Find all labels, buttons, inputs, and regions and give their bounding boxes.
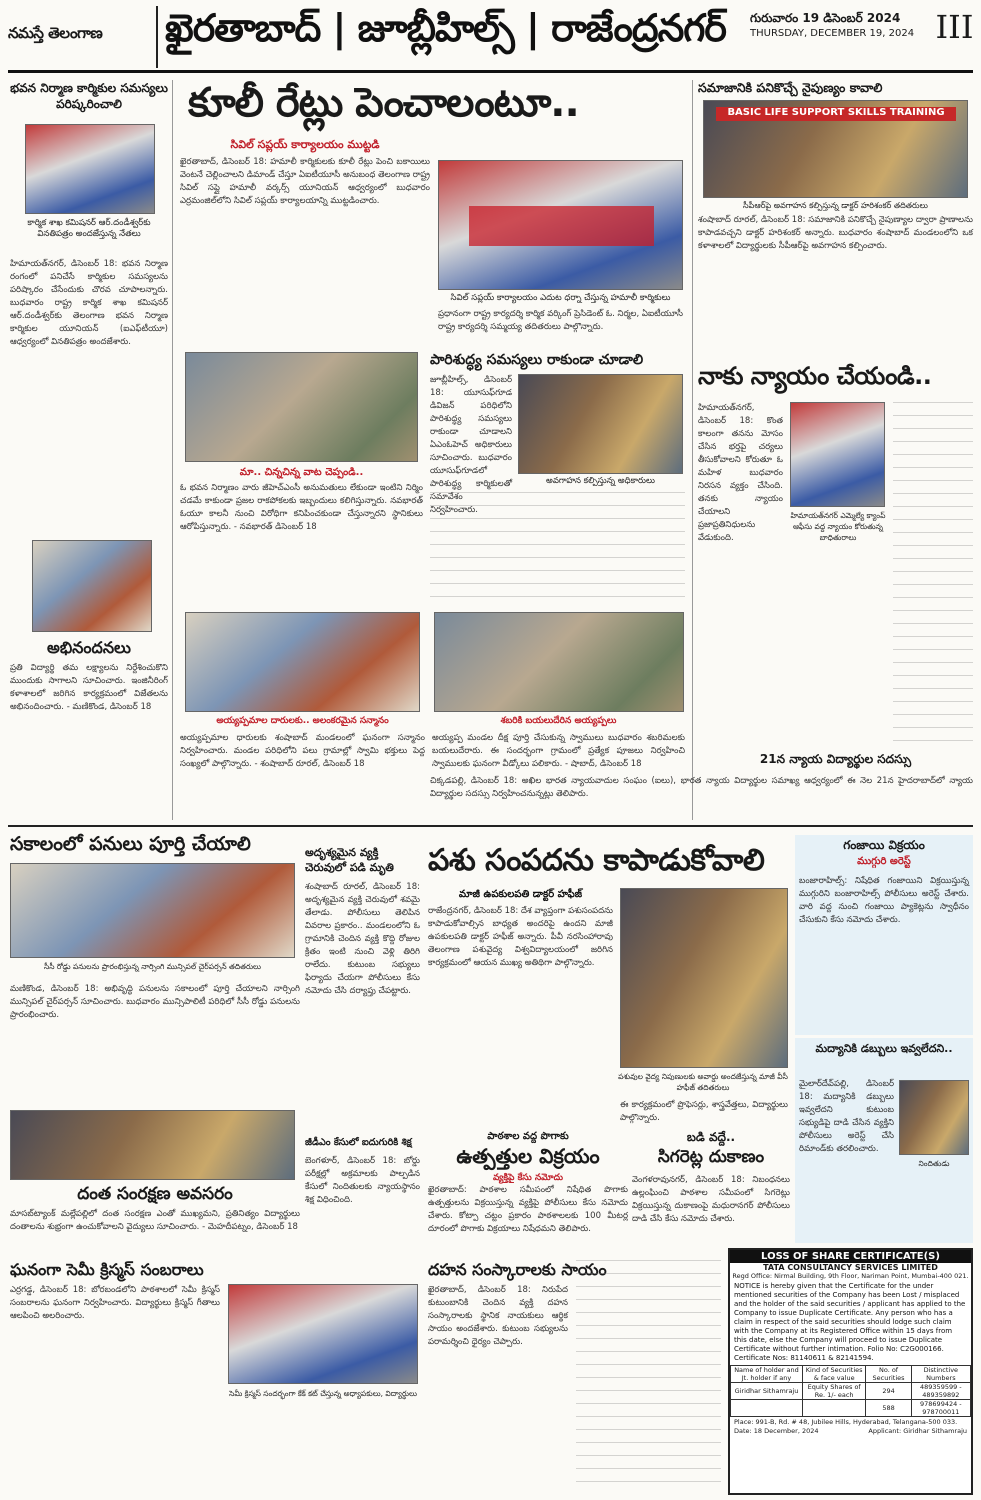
photo [10,1110,295,1180]
masthead-rule [8,70,973,73]
body-text: శంషాబాద్ రూరల్, డిసెంబర్ 18: సమాజానికి పనికొచ్చే నైపుణ్యాల ద్వారా ప్రాణాలను కాపాడవచ్చని డాక్టర్ హరిశంకర్ అన్నారు. బుధవారం శంషాబాద్ మండలంలోని ఒక కళాశాలలో విద్యార్థులకు సీపీఆర్‌పై అవగాహన కల్పించారు. [698,215,973,251]
story-pond [305,845,420,1250]
body-text-2: ఈ కార్యక్రమంలో ప్రొఫెసర్లు, శాస్త్రవేత్తలు, విద్యార్థులు పాల్గొన్నారు. [620,1100,788,1123]
story-school-tobacco [428,1130,628,1255]
story-christmas [10,1260,420,1495]
photo [228,1284,418,1384]
story-felicitation [180,612,425,822]
story-skills [698,80,973,355]
body-text: మణికొండ, డిసెంబర్ 18: అభివృద్ధి పనులను సకాలంలో పూర్తి చేయాలని నార్సింగి మున్సిపల్ చైర్‌పర్సన్ సూచించారు. బుధవారం మున్సిపాలిటీ పరిధిలో సీసీ రోడ్డు పనులను ప్రారంభించారు. [10,984,300,1020]
body-text: అయ్యప్ప మండల దీక్ష పూర్తి చేసుకున్న స్వాములు బుధవారం శబరిమలకు బయలుదేరారు. ఈ సందర్భంగా గ్రామంలో ప్రత్యేక పూజలు నిర్వహించి స్వాములకు ఘనంగా వీడ్కోలు పలికారు. - షాబాద్, డిసెంబర్ 18 [432,733,685,769]
brand-logo [8,6,158,68]
story-cigarette [632,1130,790,1255]
body-text: ఖైరతాబాద్: పాఠశాల సమీపంలో నిషేధిత పొగాకు ఉత్పత్తులను విక్రయిస్తున్న వ్యక్తిపై పోలీసులు కేసు నమోదు చేశారు. కోట్పా చట్టం ప్రకారం పాఠశాలలకు 100 మీటర్ల దూరంలో పొగాకు విక్రయాలు నిషేధమని తెలిపారు. [428,1185,628,1234]
body-text: ఖైరతాబాద్, డిసెంబర్ 18: నిరుపేద కుటుంబానికి చెందిన వ్యక్తి దహన సంస్కారాలకు స్థానిక నాయకులు ఆర్థిక సాయం అందజేశారు. కుటుంబ సభ్యులను పరామర్శించి ధైర్యం చెప్పారు. [428,1285,568,1347]
story-sanitation [430,352,685,607]
column-divider [692,80,693,820]
notice-company: TATA CONSULTANCY SERVICES LIMITED [763,1263,938,1272]
photo-caption: నిందితుడు [918,1159,950,1168]
story-wages [180,80,685,345]
headline: భవన నిర్మాణ కార్మికుల సమస్యలు పరిష్కరించాలి [10,81,168,111]
column-header: Name of holder and Jt. holder if any [731,1366,803,1383]
photo-caption: మా.. చిన్నచిన్న వాట చెప్పండి.. [239,467,364,478]
training-banner: BASIC LIFE SUPPORT SKILLS TRAINING [716,107,956,121]
photo [899,1080,969,1155]
text-lines [893,402,973,742]
body-text: హిమాయత్‌నగర్, డిసెంబర్ 18: కొంత కాలంగా తనను మోసం చేసిన భర్తపై చర్యలు తీసుకోవాలని కోరుతూ ఓ మహిళ బుధవారం నిరసన వ్యక్తం చేసింది. తనకు న్యాయం చేయాలని ప్రజాప్రతినిధులను వేడుకుంది. [698,403,783,543]
body-continued [893,402,973,742]
headline: కూలీ రేట్లు పెంచాలంటూ.. [188,80,579,126]
column-divider [172,80,173,820]
headline: మద్యానికి డబ్బులు ఇవ్వలేదని.. [815,1042,953,1055]
body-paragraph: హిమాయత్‌నగర్, డిసెంబర్ 18: భవన నిర్మాణ రంగంలో పనిచేసే కార్మికుల సమస్యలను పరిష్కారం చేసేందుకు చొరవ చూపాలన్నారు. బుధవారం రాష్ట్ర కార్మిక శాఖ కమిషనర్ ఆర్.దండీశ్వర్‌కు తెలంగాణ భవన నిర్మాణ కార్మికుల యూనియన్ (ఐఎఫ్‌టీయూ) ఆధ్వర్యంలో వినతిపత్రం అందజేశారు. [10,259,168,347]
notice-applicant: Applicant: Giridhar Sithamraju [868,1427,967,1435]
table-cell [731,1400,803,1417]
photo [790,402,885,507]
notice-date: Date: 18 December, 2024 [734,1427,819,1435]
subhead: సివిల్ సప్లయ్ కార్యాలయం ముట్టడి [230,138,380,151]
story-justice [698,362,973,747]
page-number: III [935,8,974,46]
subhead: వ్యక్తిపై కేసు నమోదు [492,1173,564,1183]
body-text-2: ప్రధానంగా రాష్ట్ర కార్యదర్శి కార్మిక వర్కింగ్ ప్రెసిడెంట్ ఓ. నిర్మల, ఏఐటీయూసీ రాష్ట్ర కార్యదర్శి సమ్మయ్య తదితరులు పాల్గొన్నారు. [438,309,683,332]
column-header: Distinctive Numbers [911,1366,970,1383]
table-cell: Giridhar Sithamraju [731,1383,803,1400]
headline: పశు సంపదను కాపాడుకోవాలి [428,843,765,878]
body-text: బంజారాహిల్స్: నిషేధిత గంజాయిని విక్రయిస్తున్న ముగ్గురిని బంజారాహిల్స్ పోలీసులు అరెస్ట్ చేశారు. వారి వద్ద నుంచి గంజాయి ప్యాకెట్లను స్వాధీనం చేసుకుని కేసు నమోదు చేశారు. [799,876,969,925]
notice-place: Place: 991-B, Rd. # 48, Jubilee Hills, Hyderabad, Telangana-500 033. [734,1418,958,1426]
table-cell: 294 [866,1383,911,1400]
body-continued [576,1260,721,1490]
headline: అదృశ్యమైన వ్యక్తి చెరువులో పడి మృతి [305,846,394,874]
photo [620,888,788,1068]
photo-caption: సీపీఆర్‌పై అవగాహన కల్పిస్తున్న డాక్టర్ హరిశంకర్ తదితరులు [743,201,928,210]
body-text: ఎర్రగడ్డ, డిసెంబర్ 18: బోరబండలోని పాఠశాలలో సెమీ క్రిస్మస్ సంబరాలను ఘనంగా నిర్వహించారు. విద్యార్థులు క్రిస్మస్ గీతాలు ఆలపించి అలరించారు. [10,1285,220,1321]
body-text: ఓ భవన నిర్మాణం వారు జీహెచ్‌ఎంసీ అనుమతులు లేకుండా ఇంటిని నిర్మిం చడమే కాకుండా ప్రజల రాకపోకలకు ఇబ్బందులు కలిగిస్తున్నారు. నవభారత్ ఓయూ కాలనీ నుంచి విరోధిగా కనిపించకుండా చేస్తున్నారని స్థానికులు ఆరోపిస్తున్నారు. - నవభారత్ డిసెంబర్ 18 [180,483,423,532]
table-cell [802,1400,865,1417]
brand-name: నమస్తే తెలంగాణ [8,24,103,42]
photo-caption: హిమాయత్‌నగర్ ఎమ్మెల్యే క్యాంప్ ఆఫీసు వద్ద న్యాయం కోరుతున్న బాధితురాలు [790,511,886,542]
body-text: ప్రతి విద్యార్థి తమ లక్ష్యాలను నిర్దేశించుకొని ముందుకు సాగాలని సూచించారు. ఇంజినీరింగ్ కళాశాలలో జరిగిన కార్యక్రమంలో విజేతలను అభినందించారు. - మణికొండ, డిసెంబర్ 18 [10,663,168,712]
photo [703,100,968,198]
headline: దంత సంరక్షణ అవసరం [77,1184,233,1204]
headline: పారిశుద్ధ్య సమస్యలు రాకుండా చూడాలి [430,352,644,368]
law-students-body: చిక్కడపల్లి, డిసెంబర్ 18: అఖిల భారత న్యాయవాదుల సంఘం (ఐలు), భారత న్యాయ విద్యార్థుల సమాఖ్య ఆధ్వర్యంలో ఈ నెల 21న హైదరాబాద్‌లో న్యాయ విద్యార్థుల సదస్సు నిర్వహించనున్నట్లు తెలిపారు. [430,776,973,799]
share-loss-notice [728,1248,973,1495]
table-header-row [731,1366,971,1383]
body-text: వెంగళరావునగర్, డిసెంబర్ 18: నిబంధనలు ఉల్లంఘించి పాఠశాల సమీపంలో సిగరెట్లు విక్రయిస్తున్న దుకాణంపై మధురానగర్ పోలీసులు దాడి చేసి కేసు నమోదు చేశారు. [632,1175,790,1224]
body-text: ఖైరతాబాద్, డిసెంబర్ 18: హమాలీ కార్మికులకు కూలీ రేట్లు పెంచి బకాయిలు వెంటనే చెల్లించాలని డిమాండ్ చేస్తూ ఏఐటీయూసీ అనుబంధ తెలంగాణ రాష్ట్ర సివిల్ సప్లై హమాలీ వర్కర్స్ యూనియన్ ఆధ్వర్యంలో బుధవారం ఎర్రమంజిల్‌లోని సివిల్ సప్లయ్ కార్యాలయాన్ని ముట్టడించారు. [180,157,430,206]
photo [185,352,418,462]
column-header: Kind of Securities & face value [802,1366,865,1383]
date-telugu: గురువారం 19 డిసెంబర్ 2024 [750,11,901,25]
story-alcohol [795,1038,973,1243]
story-demolition [180,352,423,607]
headline: గంజాయి విక్రయం [843,838,925,852]
body-text: అయ్యప్పమాల ధారులకు శంషాబాద్ మండలంలో ఘనంగా సన్మానం నిర్వహించారు. మండల పరిధిలోని పలు గ్రామాల్లో స్వామి భక్తులు పెద్ద సంఖ్యలో పాల్గొన్నారు. - శంషాబాద్ రూరల్, డిసెంబర్ 18 [180,733,425,769]
dateline [750,10,930,66]
subhead: ముగ్గురి అరెస్ట్ [857,856,911,867]
table-cell: 489359599 - 489359892 [911,1383,970,1400]
column-header: No. of Securities [866,1366,911,1383]
body-continued [430,492,685,604]
body-text: మైలార్‌దేవ్‌పల్లి, డిసెంబర్ 18: మద్యానికి డబ్బులు ఇవ్వలేదని కుటుంబ సభ్యుడిపై దాడి చేసిన వ్యక్తిని పోలీసులు అరెస్ట్ చేసి రిమాండ్‌కు తరలించారు. [799,1079,894,1154]
notice-footer [730,1427,971,1435]
story-works [10,833,300,1033]
notice-table [730,1365,971,1417]
table-cell: Equity Shares of Re. 1/- each [802,1383,865,1400]
photo-caption: పశువుల వైద్య నిపుణులకు అవార్డు అందజేస్తున్న మాజీ వీసీ హఫీజ్ తదితరులు [618,1072,788,1092]
photo [438,160,683,290]
body-text: శంషాబాద్ రూరల్, డిసెంబర్ 18: అదృశ్యమైన వ్యక్తి చెరువులో శవమై తేలాడు. పోలీసులు తెలిపిన వివరాల ప్రకారం.. మండలంలోని ఓ గ్రామానికి చెందిన వ్యక్తి కొద్ది రోజుల క్రితం ఇంటి నుంచి వెళ్లి తిరిగి రాలేదు. కుటుంబ సభ్యులు ఫిర్యాదు చేయగా పోలీసులు కేసు నమోదు చేసి దర్యాప్తు చేపట్టారు. [305,882,420,996]
photo-caption: శబరికి బయలుదేరిన అయ్యప్పలు [500,716,617,726]
photo [185,612,420,712]
photo [518,374,683,474]
body-text: మాసబ్‌ట్యాంక్ మల్లేపల్లిలో దంత సంరక్షణ ఎంతో ముఖ్యమని, ప్రతినిత్యం విద్యార్థులు దంతాలను శుభ్రంగా ఉంచుకోవాలని వైద్యులు సూచించారు. - మెహదీపట్నం, డిసెంబర్ 18 [10,1209,300,1232]
headline: సిగరెట్ల దుకాణం [657,1147,765,1167]
story-construction-workers [10,80,168,535]
body-text: రాజేంద్రనగర్, డిసెంబర్ 18: దేశ వ్యాప్తంగా పశుసంపదను కాపాడుకోవాల్సిన బాధ్యత అందరిపై ఉందని మాజీ ఉపకులపతి డాక్టర్ హఫీజ్ అన్నారు. పీవీ నరసింహారావు తెలంగాణ పశువైద్య విశ్వవిద్యాలయంలో జరిగిన కార్యక్రమంలో ఆయన ముఖ్య అతిథిగా పాల్గొన్నారు. [428,906,613,968]
protest-banner [469,206,654,246]
table-row [731,1383,971,1400]
table-cell: 978699424 - 978700011 [911,1400,970,1417]
photo-caption: సివిల్ సప్లయ్ కార్యాలయం ఎదుట ధర్నా చేస్తున్న హమాలీ కార్మికులు [450,293,671,303]
edition-title: ఖైరతాబాద్ | జూబ్లీహిల్స్ | రాజేంద్రనగర్ [165,6,726,50]
story-livestock [428,843,788,1123]
body-text: జూబ్లీహిల్స్, డిసెంబర్ 18: యూసుఫ్‌గూడ డివిజన్ పరిధిలోని పారిశుద్ధ్య సమస్యలు రాకుండా చూడాలని ఏఎంఓహెచ్ అధికారులు సూచించారు. బుధవారం యూసుఫ్‌గూడలో పారిశుద్ధ్య కార్మికులతో సమావేశం నిర్వహించారు. [430,375,512,515]
story-funeral [428,1260,723,1495]
headline: అభినందనలు [47,638,131,657]
body-text-2: బెంగళూర్, డిసెంబర్ 18: బోర్డు పరీక్షల్లో అక్రమాలకు పాల్పడిన కేసులో నిందితులకు న్యాయస్థానం శిక్ష విధించింది. [305,1156,420,1205]
headline: ఘనంగా సెమీ క్రిస్మస్ సంబరాలు [10,1260,204,1279]
photo-caption: సెమీ క్రిస్మస్ సందర్భంగా కేక్ కట్ చేస్తున్న అధ్యాపకులు, విద్యార్థులు [229,1389,417,1398]
photo [25,124,155,214]
headline: సకాలంలో పనులు పూర్తి చేయాలి [10,833,251,855]
photo [10,863,295,958]
text-lines [430,492,685,604]
section-divider [8,825,973,827]
notice-text: NOTICE is hereby given that the Certificate for the under mentioned securities of the Company has been Lost / misplaced and the holder of the said securities / applicant has applied to the Company to issue Duplicate Certificate. Any person who has a claim in respect of the said securities should lodge such claim with the Company at its Registered Office within 15 days from this date, else the Company will proceed to issue Duplicate Certificate without further intimation. Folio No: C2G000166. Certificate Nos: 81140611 & 82141594. [734,1282,966,1362]
headline: ఉత్పత్తుల విక్రయం [456,1144,600,1168]
text-lines [576,1260,721,1490]
headline: సమాజానికి పనికొచ్చే నైపుణ్యం కావాలి [698,80,883,95]
table-row [731,1400,971,1417]
story-awards [10,540,168,820]
headline: దహన సంస్కారాలకు సాయం [428,1260,607,1279]
notice-office: Regd Office: Nirmal Building, 9th Floor, Nariman Point, Mumbai-400 021. [732,1272,969,1280]
body-text [10,258,168,533]
photo [434,612,684,712]
photo [32,540,152,632]
date-english: THURSDAY, DECEMBER 19, 2024 [750,28,915,39]
notice-title: LOSS OF SHARE CERTIFICATE(S) [730,1250,971,1263]
headline: నాకు న్యాయం చేయండి.. [698,362,932,390]
photo-caption: సీసీ రోడ్డు పనులను ప్రారంభిస్తున్న నార్సింగి మున్సిపల్ చైర్‌పర్సన్ తదితరులు [44,962,261,971]
table-cell: 588 [866,1400,911,1417]
headline-small: బడి వద్దే.. [686,1130,736,1144]
photo-caption: అయ్యప్పమాల దారులకు.. అలంకరమైన సన్మానం [216,716,389,726]
subhead: జీడీఎం కేసులో ఐదుగురికి శిక్ష [305,1137,412,1148]
story-dental [10,1110,300,1250]
photo-caption: అవగాహన కల్పిస్తున్న అధికారులు [546,476,655,486]
headline-small: పాఠశాల వద్ద పొగాకు [487,1131,569,1142]
story-ganja [795,835,973,1035]
headline: 21న న్యాయ విద్యార్థుల సదస్సు [759,752,912,766]
photo-caption: కార్మిక శాఖ కమిషనర్ ఆర్.దండీశ్వర్‌కు వినతిపత్రం అందజేస్తున్న నేతలు [27,218,151,239]
subhead: మాజీ ఉపకులపతి డాక్టర్ హఫీజ్ [458,889,583,900]
